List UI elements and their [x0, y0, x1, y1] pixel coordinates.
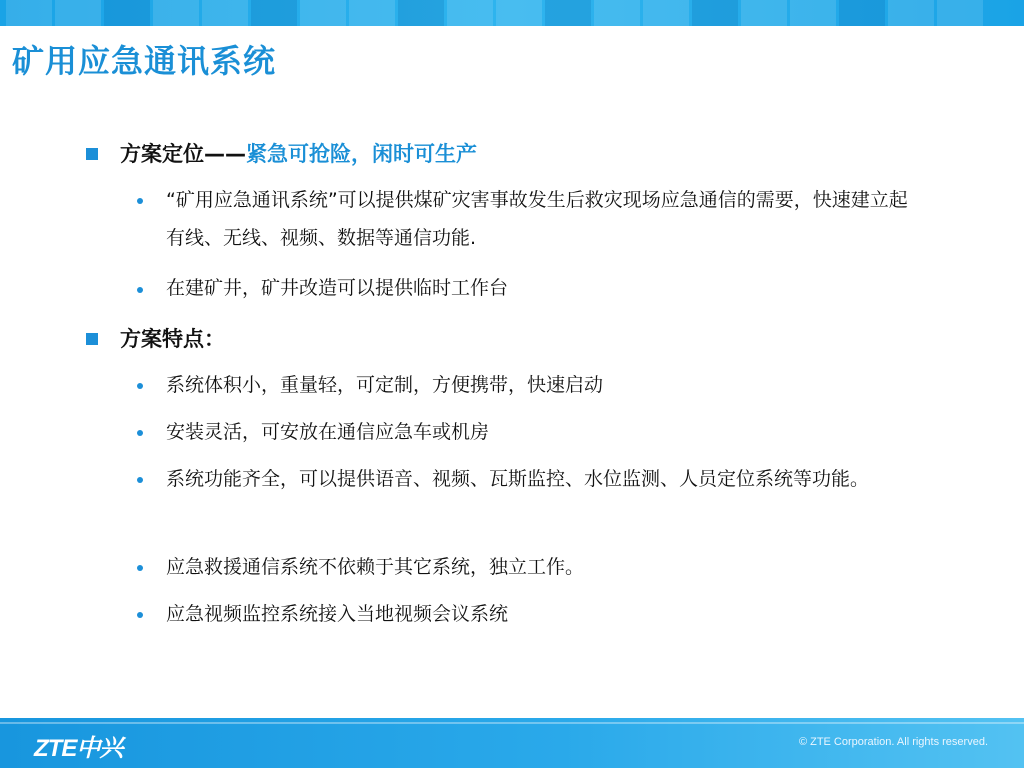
- dot-bullet-icon: [137, 477, 143, 483]
- square-bullet-icon: [86, 333, 98, 345]
- bullet-text: 应急救援通信系统不依赖于其它系统，独立工作。: [166, 556, 585, 578]
- dot-bullet-icon: [137, 287, 143, 293]
- section-heading-label: 方案特点：: [120, 327, 225, 351]
- copyright-notice: © ZTE Corporation. All rights reserved.: [798, 736, 988, 748]
- dot-bullet-icon: [137, 565, 143, 571]
- dot-bullet-icon: [137, 383, 143, 389]
- footer-divider: [0, 722, 1024, 724]
- section-heading-separator: ——: [204, 142, 246, 166]
- bullet-text: 在建矿井，矿井改造可以提供临时工作台: [166, 277, 509, 299]
- bullet-text: 应急视频监控系统接入当地视频会议系统: [166, 603, 509, 625]
- dot-bullet-icon: [137, 430, 143, 436]
- section-heading: [120, 138, 477, 168]
- square-bullet-icon: [86, 148, 98, 160]
- section-heading-accent: 紧急可抢险，闲时可生产: [246, 142, 477, 166]
- bullet-text: 系统功能齐全，可以提供语音、视频、瓦斯监控、水位监测、人员定位系统等功能。: [166, 468, 870, 490]
- dot-bullet-icon: [137, 198, 143, 204]
- slide-title: 矿用应急通讯系统: [12, 42, 277, 80]
- bullet-text: 安装灵活，可安放在通信应急车或机房: [166, 421, 490, 443]
- zte-logo: ZTE中兴: [34, 735, 123, 762]
- top-banner: [0, 0, 1024, 26]
- footer-banner: [0, 718, 1024, 768]
- section-heading: [120, 323, 225, 353]
- banner-pattern: [0, 0, 1024, 26]
- section-heading-label: 方案定位: [120, 142, 204, 166]
- bullet-text: 系统体积小，重量轻，可定制，方便携带，快速启动: [166, 374, 604, 396]
- bullet-text: “矿用应急通讯系统”可以提供煤矿灾害事故发生后救灾现场应急通信的需要，快速建立起有线、无线、视频、数据等通信功能.: [166, 189, 908, 249]
- dot-bullet-icon: [137, 612, 143, 618]
